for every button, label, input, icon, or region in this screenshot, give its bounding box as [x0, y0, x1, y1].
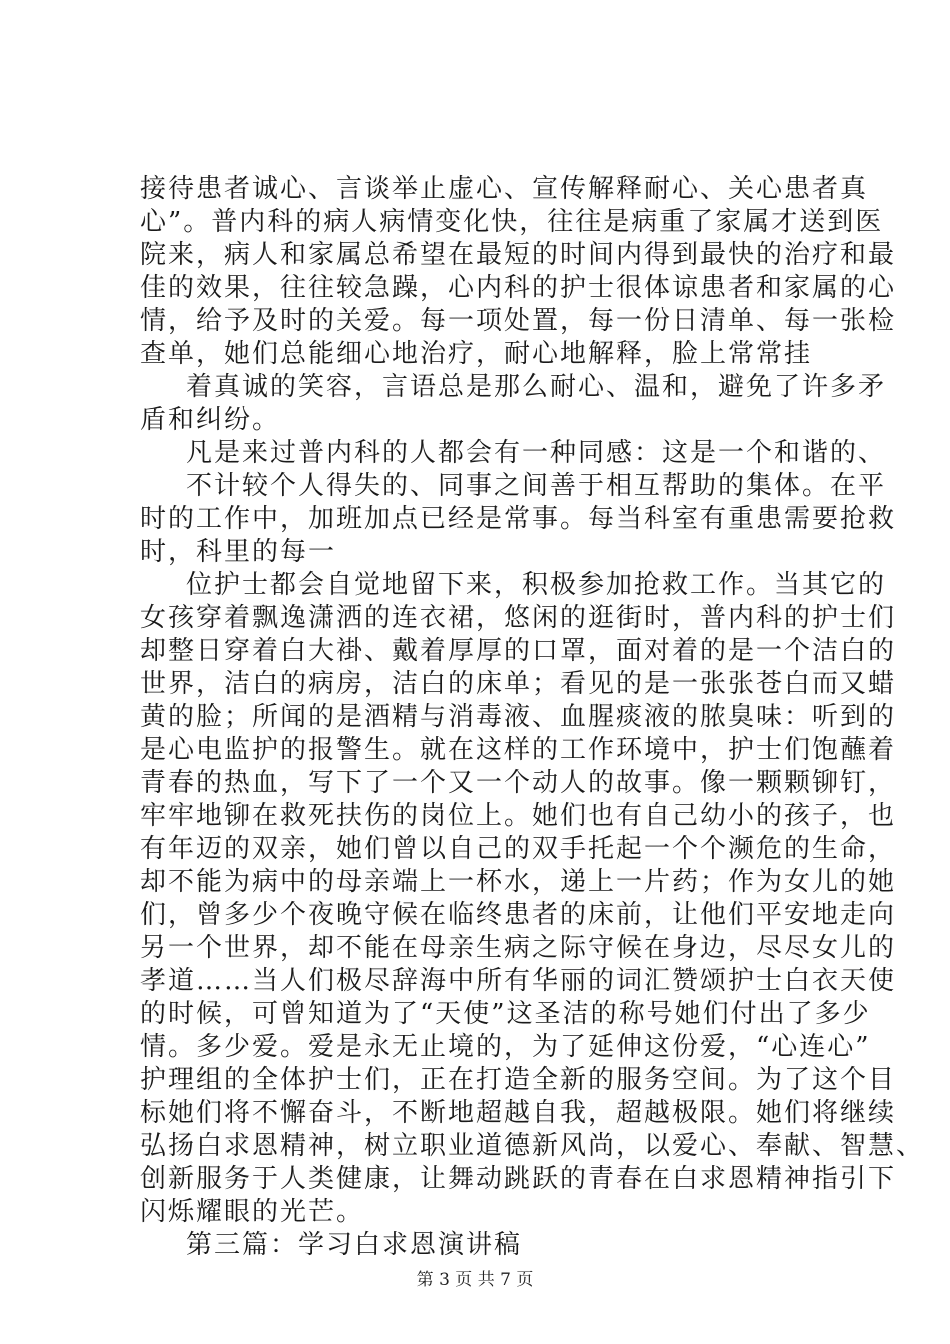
text-line: 孝道……当人们极尽辞海中所有华丽的词汇赞颂护士白衣天使 — [140, 966, 897, 996]
text-line: 时，科里的每一 — [140, 537, 337, 567]
text-line: 青春的热血，写下了一个又一个动人的故事。像一颗颗铆钉， — [140, 768, 897, 798]
text-line: 的时候，可曾知道为了“天使”这圣洁的称号她们付出了多少 — [140, 999, 871, 1029]
text-line: 时的工作中，加班加点已经是常事。每当科室有重患需要抢救 — [140, 504, 897, 534]
text-line: 牢牢地铆在救死扶伤的岗位上。她们也有自己幼小的孩子，也 — [140, 801, 897, 831]
text-line: 黄的脸；所闻的是酒精与消毒液、血腥痰液的脓臭味：听到的 — [140, 702, 897, 732]
text-line: 闪烁耀眼的光芒。 — [140, 1197, 365, 1227]
document-body — [140, 173, 925, 1262]
text-line: 着真诚的笑容，言语总是那么耐心、温和，避免了许多矛 — [186, 372, 887, 402]
text-line: 是心电监护的报警生。就在这样的工作环境中，护士们饱蘸着 — [140, 735, 897, 765]
text-line: 情，给予及时的关爱。每一项处置，每一份日清单、每一张检 — [140, 306, 897, 336]
text-line: 另一个世界，却不能在母亲生病之际守候在身边，尽尽女儿的 — [140, 933, 897, 963]
text-line: 护理组的全体护士们，正在打造全新的服务空间。为了这个目 — [140, 1065, 897, 1095]
text-line: 盾和纠纷。 — [140, 405, 281, 435]
text-line: 位护士都会自觉地留下来，积极参加抢救工作。当其它的 — [186, 570, 887, 600]
text-line: 世界，洁白的病房，洁白的床单；看见的是一张张苍白而又蜡 — [140, 669, 897, 699]
text-line: 创新服务于人类健康，让舞动跳跃的青春在白求恩精神指引下 — [140, 1164, 897, 1194]
text-line: 查单，她们总能细心地治疗，耐心地解释，脸上常常挂 — [140, 339, 813, 369]
text-line: 凡是来过普内科的人都会有一种同感：这是一个和谐的、 — [186, 438, 887, 468]
text-line: 佳的效果，往往较急躁，心内科的护士很体谅患者和家属的心 — [140, 273, 897, 303]
text-line: 却整日穿着白大褂、戴着厚厚的口罩，面对着的是一个洁白的 — [140, 636, 897, 666]
text-line: 院来，病人和家属总希望在最短的时间内得到最快的治疗和最 — [140, 240, 897, 270]
text-line: 弘扬白求恩精神，树立职业道德新风尚，以爱心、奉献、智慧、 — [140, 1131, 925, 1161]
text-line: 接待患者诚心、言谈举止虚心、宣传解释耐心、关心患者真 — [140, 174, 869, 204]
text-line: 情。多少爱。爱是永无止境的，为了延伸这份爱，“心连心” — [140, 1032, 871, 1062]
page-footer: 第 3 页 共 7 页 — [416, 1270, 534, 1290]
text-line: 标她们将不懈奋斗，不断地超越自我，超越极限。她们将继续 — [140, 1098, 897, 1128]
text-line: 们，曾多少个夜晚守候在临终患者的床前，让他们平安地走向 — [140, 900, 897, 930]
text-line: 有年迈的双亲，她们曾以自己的双手托起一个个濒危的生命， — [140, 834, 897, 864]
text-line: 却不能为病中的母亲端上一杯水，递上一片药；作为女儿的她 — [140, 867, 897, 897]
text-line: 第三篇：学习白求恩演讲稿 — [186, 1230, 523, 1260]
text-line: 不计较个人得失的、同事之间善于相互帮助的集体。在平 — [186, 471, 887, 501]
text-line: 心”。普内科的病人病情变化快，往往是病重了家属才送到医 — [140, 207, 884, 237]
text-line: 女孩穿着飘逸潇洒的连衣裙，悠闲的逛街时，普内科的护士们 — [140, 603, 897, 633]
